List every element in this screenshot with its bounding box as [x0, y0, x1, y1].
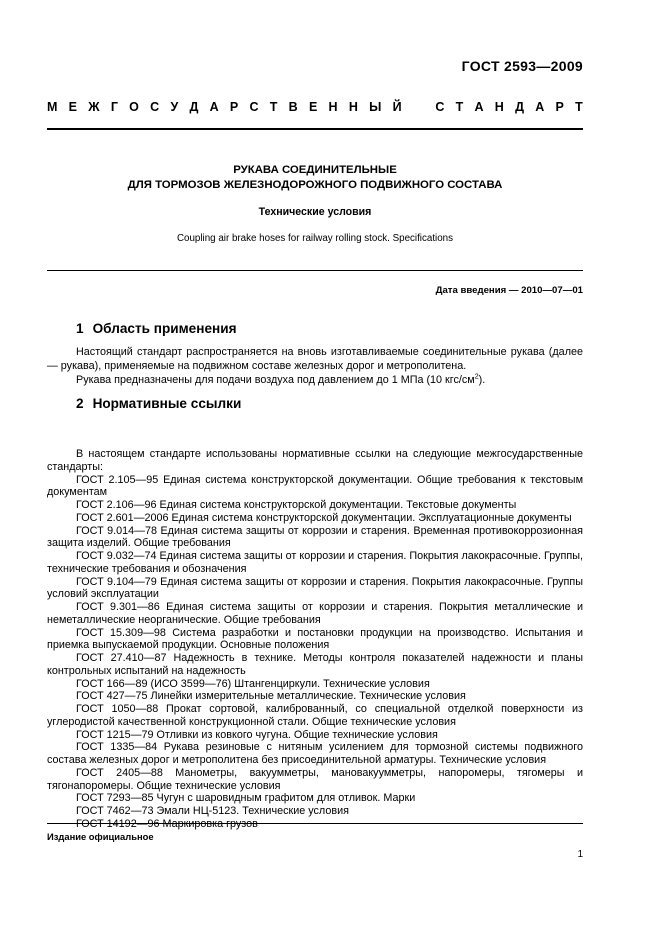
- reference-item: ГОСТ 15.309—98 Система разработки и постановки продукции на производство. Испытания и приемка выпускаемой продукции. Основные положения: [47, 626, 583, 652]
- reference-item: ГОСТ 2.601—2006 Единая система конструкторской документации. Эксплуатационные документы: [76, 511, 572, 524]
- reference-item: ГОСТ 7462—73 Эмали НЦ-5123. Технические условия: [76, 805, 349, 817]
- banner-letter: Г: [110, 100, 118, 114]
- banner-letter: В: [288, 100, 298, 114]
- banner-letter: Р: [229, 100, 239, 114]
- document-title: [47, 163, 583, 193]
- banner-letter: У: [170, 100, 179, 114]
- banner-letter: Н: [494, 100, 504, 114]
- section-2-title: Нормативные ссылки: [92, 396, 242, 411]
- reference-item: ГОСТ 2.105—95 Единая система конструкторской документации. Общие требования к текстовым документам: [47, 473, 583, 499]
- banner-letter: С: [249, 100, 259, 114]
- superscript: 2: [474, 373, 479, 381]
- reference-item: ГОСТ 1050—88 Прокат сортовой, калиброванный, со специальной отделкой поверхности из углеродистой качественной конструкционной стали. Общие технические условия: [47, 703, 583, 728]
- banner-letter: Р: [555, 100, 564, 114]
- pressure-text-tail: ).: [478, 374, 486, 386]
- reference-item: ГОСТ 9.032—74 Единая система защиты от коррозии и старения. Покрытия лакокрасочные. Группы, технические требования и обозначения: [47, 550, 583, 575]
- section-2-heading: [76, 396, 241, 411]
- section-1-paragraph-1: Настоящий стандарт распространяется на вновь изготавливаемые соединительные рукава (далее — рукава), применяемые на подвижном составе железных дорог и метрополитена.: [47, 346, 583, 372]
- section-2-number: 2: [76, 396, 84, 411]
- section-1-number: 1: [76, 321, 84, 336]
- title-line-2: ДЛЯ ТОРМОЗОВ ЖЕЛЕЗНОДОРОЖНОГО ПОДВИЖНОГО СОСТАВА: [127, 179, 503, 191]
- banner-letter: Ы: [369, 100, 382, 114]
- references-intro: В настоящем стандарте использованы нормативные ссылки на следующие межгосударственные стандарты:: [47, 448, 583, 473]
- banner-letter: Т: [575, 100, 583, 114]
- reference-item: ГОСТ 9.104—79 Единая система защиты от коррозии и старения. Покрытия лакокрасочные. Группы условий эксплуатации: [47, 575, 583, 601]
- page-number: 1: [577, 849, 583, 860]
- banner-letter: Т: [269, 100, 278, 114]
- banner-letter: О: [129, 100, 139, 114]
- title-rule: [47, 270, 583, 271]
- banner-letter: М: [47, 100, 58, 114]
- banner-letter: С: [150, 100, 160, 114]
- banner-letter: Д: [189, 100, 199, 114]
- banner-letter: А: [474, 100, 484, 114]
- reference-item: ГОСТ 2.106—96 Единая система конструкторской документации. Текстовые документы: [76, 499, 517, 511]
- reference-item: ГОСТ 9.014—78 Единая система защиты от коррозии и старения. Временная противокоррозионная защита изделий. Общие требования: [47, 524, 583, 550]
- section-1-heading: [76, 321, 237, 336]
- reference-item: ГОСТ 7293—85 Чугун с шаровидным графитом для отливок. Марки: [76, 792, 416, 805]
- banner-letter: Й: [392, 100, 402, 114]
- document-number: ГОСТ 2593—2009: [461, 58, 583, 74]
- banner-letter: А: [209, 100, 219, 114]
- section-1-paragraph-2: [47, 373, 583, 387]
- reference-item: ГОСТ 14192—96 Маркировка грузов: [76, 817, 258, 830]
- banner-letter: Н: [348, 100, 358, 114]
- banner-letter: А: [535, 100, 545, 114]
- reference-item: ГОСТ 166—89 (ИСО 3599—76) Штангенциркули. Технические условия: [76, 677, 430, 690]
- section-1-title: Область применения: [92, 321, 237, 336]
- references-list: [47, 448, 583, 831]
- banner-letter: С: [435, 100, 445, 114]
- reference-item: ГОСТ 1215—79 Отливки из ковкого чугуна. Общие технические условия: [76, 728, 438, 741]
- reference-item: ГОСТ 1335—84 Рукава резиновые с нитяным усилением для тормозной системы подвижного состава железных дорог и метрополитена без присоединительной арматуры. Технические условия: [47, 741, 583, 766]
- header-rule: [47, 128, 583, 130]
- banner-letter: Т: [455, 100, 464, 114]
- reference-item: ГОСТ 427—75 Линейки измерительные металлические. Технические условия: [76, 690, 466, 703]
- reference-item: ГОСТ 2405—88 Манометры, вакуумметры, мановакуумметры, напоромеры, тягомеры и тягонапоромеры. Общие технические условия: [47, 766, 583, 792]
- standard-banner: [47, 100, 583, 114]
- reference-item: ГОСТ 27.410—87 Надежность в технике. Методы контроля показателей надежности и планы контрольных испытаний на надежность: [47, 652, 583, 677]
- edition-note: Издание официальное: [47, 831, 154, 842]
- reference-item: ГОСТ 9.301—86 Единая система защиты от коррозии и старения. Покрытия металлические и неметаллические неорганические. Общие требования: [47, 601, 583, 626]
- banner-letter: Е: [68, 100, 78, 114]
- footer-rule: [47, 823, 583, 824]
- english-title: Coupling air brake hoses for railway rolling stock. Specifications: [176, 233, 454, 244]
- banner-letter: Ж: [88, 100, 100, 114]
- section-1-body: [47, 345, 583, 387]
- banner-letter: Е: [308, 100, 318, 114]
- document-subtitle: Технические условия: [258, 206, 372, 218]
- introduction-date: Дата введения — 2010—07—01: [435, 285, 583, 296]
- pressure-text: Рукава предназначены для подачи воздуха под давлением до 1 МПа (10 кгс/см: [76, 374, 475, 386]
- title-line-1: РУКАВА СОЕДИНИТЕЛЬНЫЕ: [233, 164, 397, 176]
- banner-letter: Н: [328, 100, 338, 114]
- banner-letter: Д: [515, 100, 524, 114]
